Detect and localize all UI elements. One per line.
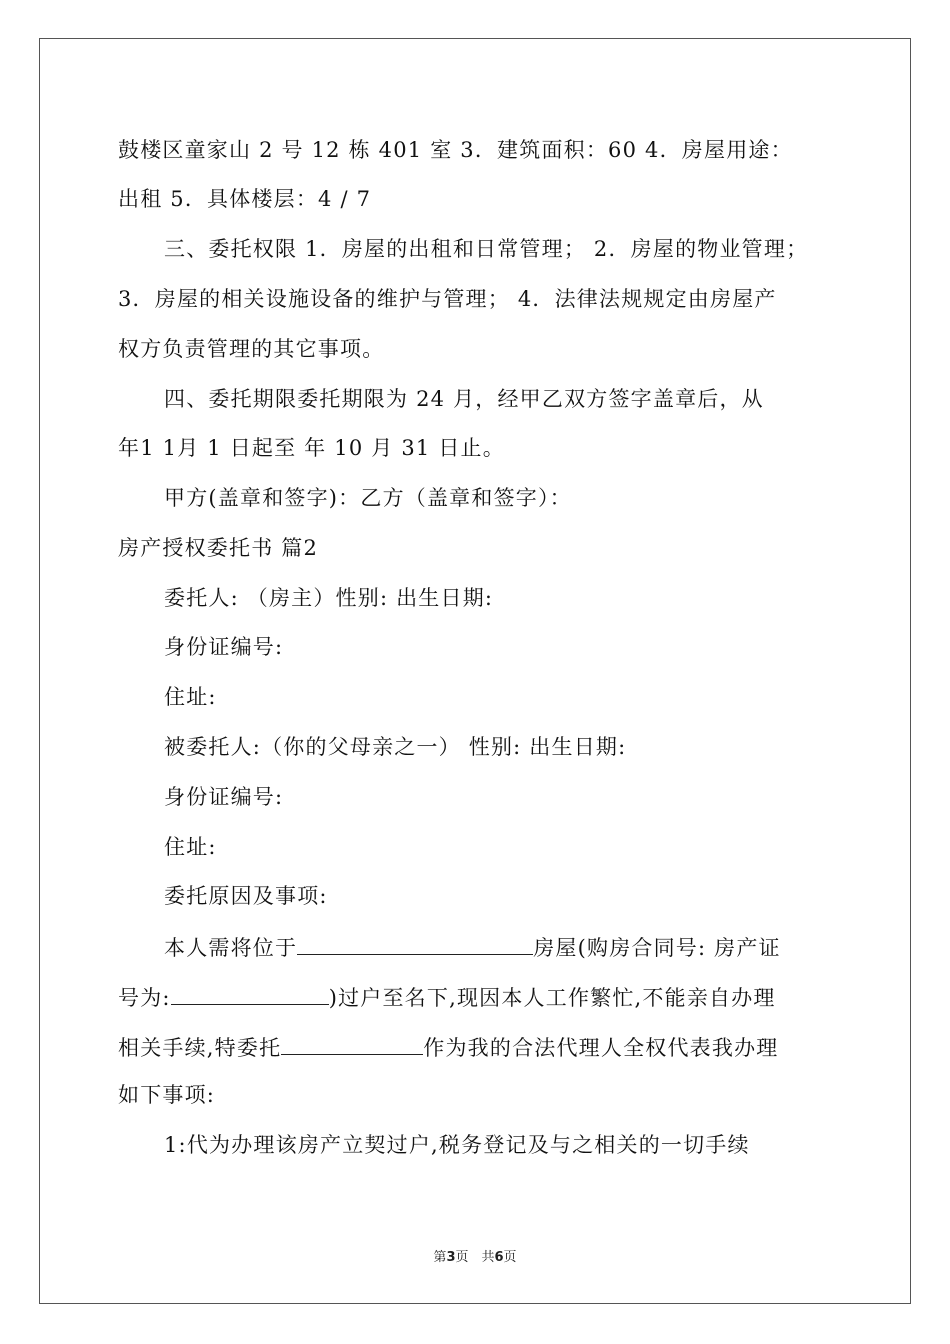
text-span: 房屋(购房合同号: 房产证 (533, 936, 781, 960)
text-line: 住址: (164, 685, 217, 709)
text-line (118, 1034, 778, 1060)
text-line: 1:代为办理该房产立契过户,税务登记及与之相关的一切手续 (164, 1133, 750, 1157)
text-line (164, 934, 781, 960)
text-line: 出租 5．具体楼层：4 / 7 (118, 187, 372, 211)
fill-in-blank (281, 1034, 423, 1055)
text-span: 相关手续,特委托 (118, 1036, 282, 1060)
text-line: 委托原因及事项: (164, 884, 328, 908)
text-span: 作为我的合法代理人全权代表我办理 (423, 1036, 779, 1060)
text-line: 年1 1月 1 日起至 年 10 月 31 日止。 (118, 436, 505, 460)
footer-suffix: 页 (503, 1250, 517, 1265)
text-span: 本人需将位于 (164, 936, 298, 960)
text-span: 号为: (118, 986, 171, 1010)
current-page-number: 3 (446, 1250, 456, 1265)
text-line: 被委托人:（你的父母亲之一） 性别: 出生日期: (164, 735, 627, 759)
text-line: 身份证编号: (164, 635, 284, 659)
text-line: 住址: (164, 835, 217, 859)
fill-in-blank (297, 934, 533, 955)
text-line (118, 984, 776, 1010)
text-span: )过户至名下,现因本人工作繁忙,不能亲自办理 (328, 986, 776, 1010)
page-footer (0, 1246, 950, 1265)
text-line: 四、委托期限委托期限为 24 月，经甲乙双方签字盖章后，从 (164, 387, 764, 411)
text-line: 身份证编号: (164, 785, 284, 809)
text-line: 委托人: （房主）性别: 出生日期: (164, 586, 494, 610)
text-line: 3．房屋的相关设施设备的维护与管理； 4．法律法规规定由房屋产 (118, 287, 777, 311)
signature-line: 甲方(盖章和签字)：乙方（盖章和签字）： (164, 486, 572, 510)
text-line: 权方负责管理的其它事项。 (118, 337, 385, 361)
footer-prefix: 第 (433, 1250, 447, 1265)
text-line: 三、委托权限 1．房屋的出租和日常管理； 2．房屋的物业管理； (164, 237, 809, 261)
text-line: 如下事项: (118, 1083, 216, 1107)
page-border (39, 38, 911, 1304)
fill-in-blank (171, 984, 329, 1005)
total-page-number: 6 (494, 1250, 504, 1265)
text-line: 鼓楼区童家山 2 号 12 栋 401 室 3．建筑面积：60 4．房屋用途： (118, 138, 793, 162)
section-heading: 房产授权委托书 篇2 (118, 536, 319, 560)
footer-mid: 页 共 (455, 1250, 495, 1265)
